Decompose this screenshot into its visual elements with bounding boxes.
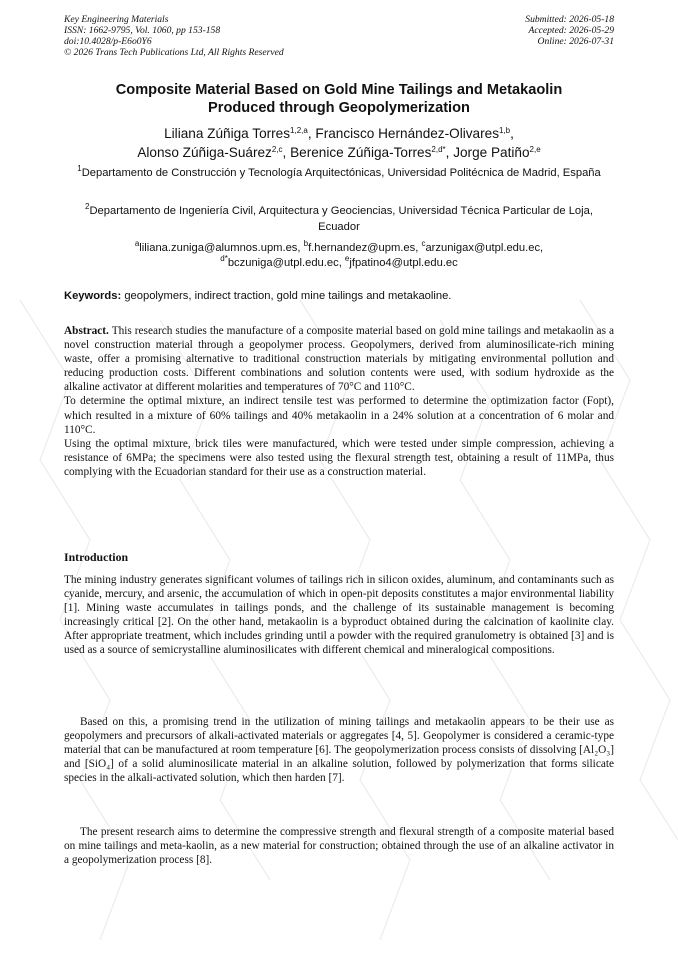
abstract-paragraph-3: Using the optimal mixture, brick tiles were manufactured, which were tested under simple compression, achieving a resistance of 6MPa; the specimens were also tested using the flexural strength test, obtaining a result of 11MPa, thus complying with the Ecuadorian standard for their use as a construction material. xyxy=(64,437,614,478)
author-list: Liliana Zúñiga Torres$^{1,2,a}$, Francisco Hernández-Olivares$^{1,b}$, Alonso Zúñiga-Suárez$^{2,c}$, Berenice Zúñiga-Torres$^{2,d*}$, Jorge Patiño$^{2,e}$ xyxy=(137,126,541,160)
publication-dates xyxy=(525,14,614,47)
title-line-2: Produced through Geopolymerization xyxy=(208,100,470,116)
author-name: Liliana Zúñiga Torres xyxy=(164,126,291,141)
author-sup: 1,b xyxy=(499,126,511,135)
affiliation-2 xyxy=(64,204,614,235)
doi-line: doi:10.4028/p-E6o0Y6 xyxy=(64,36,152,47)
title-line-1: Composite Material Based on Gold Mine Tailings and Metakaolin xyxy=(115,82,563,98)
email-sup: d* xyxy=(220,253,228,263)
issn-line: ISSN: 1662-9795, Vol. 1060, pp 153-158 xyxy=(64,25,221,36)
email-link[interactable]: arzunigax@utpl.edu.ec, xyxy=(425,242,544,254)
accepted-date: Accepted: 2026-05-29 xyxy=(528,25,614,36)
author-sup: 2,e xyxy=(529,145,541,154)
author-name: Alonso Zúñiga-Suárez xyxy=(137,145,272,160)
author-name: Francisco Hernández-Olivares xyxy=(315,126,499,141)
email-sup: c xyxy=(421,239,426,248)
journal-name: Key Engineering Materials xyxy=(64,14,169,25)
email-sup: e xyxy=(344,253,350,263)
author-sup: 2,d* xyxy=(431,145,446,154)
author-name: Jorge Patiño xyxy=(453,145,530,160)
introduction-paragraph-2: Based on this, a promising trend in the utilization of mining tailings and metakaolin appears to be their use as geopolymers and precursors of alkali-activated materials or aggregates [4, 5]. Geopolymer is considered a ceramic-type material that can be manufactured at room temperature [6]. The geopolymerization process consists of dissolving [Al₂O₃] and [SiO₄] of a solid aluminosilicate material in an alkaline solution, followed by polymerization that forms silicate species in the alkali-activated solution, which then harden [7]. xyxy=(64,716,614,785)
keywords-text: geopolymers, indirect traction, gold mine tailings and metakaoline. xyxy=(124,290,452,302)
affiliation-text: Departamento de Construcción y Tecnología Arquitectónicas, Universidad Politécnica de Madrid, España xyxy=(81,167,601,179)
journal-info xyxy=(64,14,284,58)
abstract-paragraph-1 xyxy=(64,324,614,394)
email-sup: b xyxy=(303,239,309,248)
affiliation-text: Departamento de Ingeniería Civil, Arquitectura y Geociencias, Universidad Técnica Particular de Loja, Ecuador xyxy=(89,205,593,233)
email-sup: a xyxy=(134,239,140,248)
submitted-date: Submitted: 2026-05-18 xyxy=(525,14,614,25)
abstract-label: Abstract. xyxy=(64,325,109,337)
affiliation-sup: 2 xyxy=(85,202,90,211)
abstract-paragraph-2: To determine the optimal mixture, an indirect tensile test was performed to determine the optimization factor (Fopt), which resulted in a mixture of 60% tailings and 40% metakaolin in a 24% solution at a concentration of 6 molar and 110°C. xyxy=(64,395,614,436)
introduction-paragraph-1: The mining industry generates significant volumes of tailings rich in silicon oxides, aluminum, and contaminants such as cyanide, mercury, and arsenic, the accumulation of which in open-pit deposits constitutes a major environmental liability [1]. Mining waste accumulates in tailings ponds, and the challenge of its sustainable management is becoming increasingly critical [2]. On the other hand, metakaolin is a byproduct obtained during the calcination of kaolinite clay. After appropriate treatment, which includes grinding until a powder with the required granulometry is obtained [3] and is used as a source of semicrystalline aluminosilicates with different chemical and mineralogical compositions. xyxy=(64,574,614,657)
abstract-text: This research studies the manufacture of a composite material based on gold mine tailings and metakaolin as a novel construction material through a geopolymer process. Geopolymers, derived from aluminosilicate-rich mining waste, offer a promising alternative to traditional construction materials by mitigating environmental pollution and reducing production costs. Different combinations and solution contents were used, with sodium hydroxide as the alkaline activator at different molarities and temperatures of 70°C and 110°C. xyxy=(64,325,614,394)
email-link[interactable]: bczuniga@utpl.edu.ec, xyxy=(227,256,342,269)
author-emails xyxy=(64,241,614,270)
email-link[interactable]: f.hernandez@upm.es, xyxy=(308,242,419,254)
paper-title xyxy=(64,81,614,117)
email-link[interactable]: liliana.zuniga@alumnos.upm.es, xyxy=(139,242,301,254)
keywords-line xyxy=(64,290,614,302)
online-date: Online: 2026-07-31 xyxy=(537,36,614,47)
abstract-section xyxy=(64,324,614,479)
author-sup: 1,2,a xyxy=(290,126,308,135)
author-name: Berenice Zúñiga-Torres xyxy=(290,145,432,160)
keywords-label: Keywords: xyxy=(64,290,122,302)
author-sup: 2,c xyxy=(271,145,283,154)
introduction-paragraph-3: The present research aims to determine the compressive strength and flexural strength of a composite material based on mine tailings and meta-kaolin, as a new material for construction; obtained through the use of an alkaline activator in a geopolymerization process [8]. xyxy=(64,826,614,867)
affiliation-sup: 1 xyxy=(77,164,82,173)
email-link[interactable]: jfpatino4@utpl.edu.ec xyxy=(349,256,458,269)
copyright-line: © 2026 Trans Tech Publications Ltd, All Rights Reserved xyxy=(64,47,284,58)
affiliation-1 xyxy=(64,166,614,182)
introduction-heading: Introduction xyxy=(64,550,129,564)
